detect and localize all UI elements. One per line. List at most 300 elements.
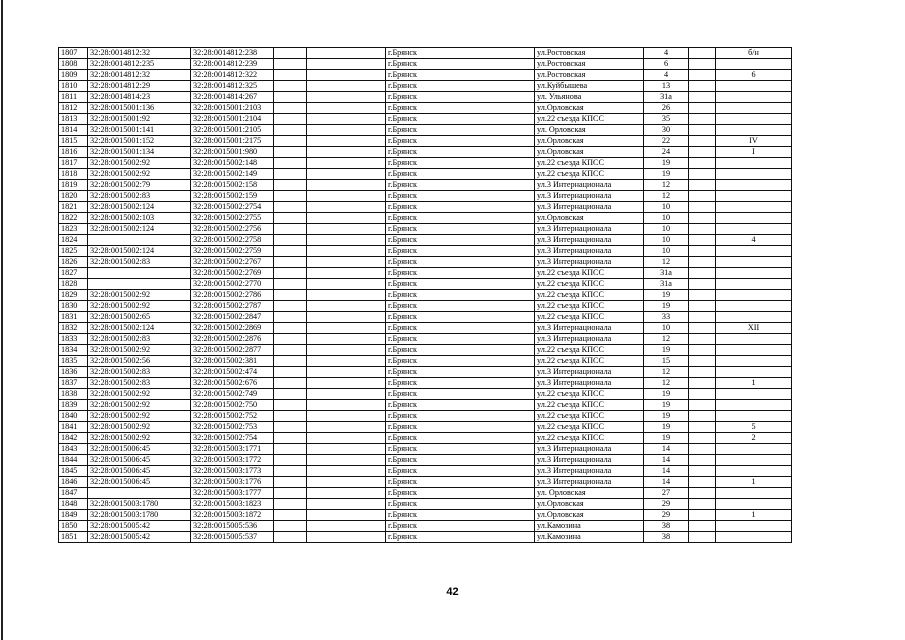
house-number-cell: 38 [644, 532, 689, 543]
building-cadastral-number-cell: 32:28:0015002:750 [191, 400, 274, 411]
house-number-cell: 19 [644, 422, 689, 433]
apartment-cell [716, 257, 792, 268]
table-row [59, 59, 792, 70]
row-number-cell: 1851 [59, 532, 88, 543]
empty-cell [307, 59, 386, 70]
empty-cell [274, 213, 307, 224]
row-number-cell: 1836 [59, 367, 88, 378]
building-cadastral-number-cell: 32:28:0015002:149 [191, 169, 274, 180]
building-corp-cell [689, 444, 716, 455]
table-row [59, 257, 792, 268]
city-cell: г.Брянск [386, 235, 535, 246]
row-number-cell: 1809 [59, 70, 88, 81]
street-cell: ул.3 Интернационала [535, 477, 644, 488]
table-row [59, 213, 792, 224]
empty-cell [274, 477, 307, 488]
house-number-cell: 12 [644, 180, 689, 191]
building-cadastral-number-cell: 32:28:0015002:2786 [191, 290, 274, 301]
building-cadastral-number-cell: 32:28:0015002:381 [191, 356, 274, 367]
city-cell: г.Брянск [386, 323, 535, 334]
empty-cell [274, 389, 307, 400]
empty-cell [274, 312, 307, 323]
empty-cell [274, 334, 307, 345]
house-number-cell: 19 [644, 158, 689, 169]
city-cell: г.Брянск [386, 125, 535, 136]
building-cadastral-number-cell: 32:28:0015005:536 [191, 521, 274, 532]
apartment-cell [716, 356, 792, 367]
street-cell: ул.3 Интернационала [535, 235, 644, 246]
land-cadastral-number-cell: 32:28:0015001:141 [88, 125, 191, 136]
empty-cell [274, 81, 307, 92]
row-number-cell: 1811 [59, 92, 88, 103]
house-number-cell: 35 [644, 114, 689, 125]
empty-cell [307, 510, 386, 521]
apartment-cell [716, 411, 792, 422]
house-number-cell: 19 [644, 400, 689, 411]
building-corp-cell [689, 114, 716, 125]
row-number-cell: 1808 [59, 59, 88, 70]
land-cadastral-number-cell: 32:28:0015006:45 [88, 455, 191, 466]
city-cell: г.Брянск [386, 444, 535, 455]
street-cell: ул.22 съезда КПСС [535, 356, 644, 367]
building-cadastral-number-cell: 32:28:0015002:676 [191, 378, 274, 389]
street-cell: ул. Ульянова [535, 92, 644, 103]
building-cadastral-number-cell: 32:28:0015002:752 [191, 411, 274, 422]
table-row [59, 224, 792, 235]
apartment-cell [716, 444, 792, 455]
empty-cell [274, 180, 307, 191]
apartment-cell: 1 [716, 477, 792, 488]
empty-cell [307, 92, 386, 103]
land-cadastral-number-cell [88, 235, 191, 246]
row-number-cell: 1832 [59, 323, 88, 334]
apartment-cell: 5 [716, 422, 792, 433]
land-cadastral-number-cell: 32:28:0015002:124 [88, 323, 191, 334]
empty-cell [274, 510, 307, 521]
apartment-cell [716, 246, 792, 257]
street-cell: ул.3 Интернационала [535, 180, 644, 191]
apartment-cell [716, 455, 792, 466]
empty-cell [274, 301, 307, 312]
house-number-cell: 30 [644, 125, 689, 136]
building-corp-cell [689, 235, 716, 246]
building-cadastral-number-cell: 32:28:0015003:1777 [191, 488, 274, 499]
empty-cell [274, 323, 307, 334]
street-cell: ул.Ростовская [535, 48, 644, 59]
empty-cell [274, 422, 307, 433]
house-number-cell: 19 [644, 389, 689, 400]
street-cell: ул.Орловская [535, 499, 644, 510]
empty-cell [307, 477, 386, 488]
building-corp-cell [689, 169, 716, 180]
table-row [59, 466, 792, 477]
apartment-cell [716, 180, 792, 191]
table-row [59, 246, 792, 257]
empty-cell [307, 125, 386, 136]
table-row [59, 158, 792, 169]
table-row [59, 367, 792, 378]
house-number-cell: 29 [644, 510, 689, 521]
land-cadastral-number-cell: 32:28:0014814:23 [88, 92, 191, 103]
house-number-cell: 12 [644, 334, 689, 345]
table-row [59, 312, 792, 323]
building-cadastral-number-cell: 32:28:0015003:1773 [191, 466, 274, 477]
building-cadastral-number-cell: 32:28:0015002:753 [191, 422, 274, 433]
empty-cell [274, 367, 307, 378]
house-number-cell: 12 [644, 191, 689, 202]
table-row [59, 444, 792, 455]
land-cadastral-number-cell: 32:28:0015002:103 [88, 213, 191, 224]
land-cadastral-number-cell: 32:28:0015002:92 [88, 422, 191, 433]
apartment-cell [716, 290, 792, 301]
building-corp-cell [689, 466, 716, 477]
building-cadastral-number-cell: 32:28:0015002:2787 [191, 301, 274, 312]
apartment-cell [716, 334, 792, 345]
empty-cell [274, 400, 307, 411]
city-cell: г.Брянск [386, 532, 535, 543]
house-number-cell: 19 [644, 301, 689, 312]
land-cadastral-number-cell: 32:28:0015002:92 [88, 290, 191, 301]
apartment-cell [716, 114, 792, 125]
empty-cell [307, 411, 386, 422]
empty-cell [307, 268, 386, 279]
row-number-cell: 1817 [59, 158, 88, 169]
land-cadastral-number-cell [88, 279, 191, 290]
house-number-cell: 22 [644, 136, 689, 147]
empty-cell [274, 59, 307, 70]
street-cell: ул.Орловская [535, 510, 644, 521]
building-cadastral-number-cell: 32:28:0015002:2847 [191, 312, 274, 323]
table-row [59, 356, 792, 367]
empty-cell [274, 466, 307, 477]
row-number-cell: 1843 [59, 444, 88, 455]
row-number-cell: 1835 [59, 356, 88, 367]
building-corp-cell [689, 510, 716, 521]
row-number-cell: 1821 [59, 202, 88, 213]
empty-cell [307, 378, 386, 389]
building-cadastral-number-cell: 32:28:0015003:1872 [191, 510, 274, 521]
building-corp-cell [689, 378, 716, 389]
building-cadastral-number-cell: 32:28:0014812:325 [191, 81, 274, 92]
row-number-cell: 1847 [59, 488, 88, 499]
row-number-cell: 1813 [59, 114, 88, 125]
building-cadastral-number-cell: 32:28:0015003:1776 [191, 477, 274, 488]
empty-cell [307, 136, 386, 147]
apartment-cell [716, 169, 792, 180]
street-cell: ул.Орловская [535, 213, 644, 224]
street-cell: ул.22 съезда КПСС [535, 158, 644, 169]
land-cadastral-number-cell: 32:28:0015001:92 [88, 114, 191, 125]
apartment-cell: 1 [716, 378, 792, 389]
city-cell: г.Брянск [386, 312, 535, 323]
street-cell: ул.22 съезда КПСС [535, 268, 644, 279]
apartment-cell: XII [716, 323, 792, 334]
house-number-cell: 26 [644, 103, 689, 114]
empty-cell [274, 235, 307, 246]
apartment-cell: I [716, 147, 792, 158]
empty-cell [307, 235, 386, 246]
building-cadastral-number-cell: 32:28:0015001:2104 [191, 114, 274, 125]
building-cadastral-number-cell: 32:28:0014814:267 [191, 92, 274, 103]
table-row [59, 136, 792, 147]
city-cell: г.Брянск [386, 367, 535, 378]
empty-cell [307, 103, 386, 114]
building-cadastral-number-cell: 32:28:0015002:2769 [191, 268, 274, 279]
house-number-cell: 10 [644, 246, 689, 257]
empty-cell [274, 202, 307, 213]
empty-cell [274, 224, 307, 235]
street-cell: ул.3 Интернационала [535, 466, 644, 477]
house-number-cell: 19 [644, 169, 689, 180]
building-corp-cell [689, 59, 716, 70]
street-cell: ул.3 Интернационала [535, 455, 644, 466]
table-row [59, 48, 792, 59]
land-cadastral-number-cell: 32:28:0015002:83 [88, 257, 191, 268]
empty-cell [274, 455, 307, 466]
row-number-cell: 1848 [59, 499, 88, 510]
apartment-cell [716, 202, 792, 213]
land-cadastral-number-cell: 32:28:0015002:83 [88, 191, 191, 202]
city-cell: г.Брянск [386, 389, 535, 400]
empty-cell [307, 81, 386, 92]
city-cell: г.Брянск [386, 477, 535, 488]
house-number-cell: 6 [644, 59, 689, 70]
empty-cell [274, 433, 307, 444]
row-number-cell: 1827 [59, 268, 88, 279]
apartment-cell [716, 389, 792, 400]
empty-cell [307, 202, 386, 213]
apartment-cell: б/н [716, 48, 792, 59]
row-number-cell: 1850 [59, 521, 88, 532]
city-cell: г.Брянск [386, 400, 535, 411]
building-cadastral-number-cell: 32:28:0015001:2175 [191, 136, 274, 147]
table-row [59, 411, 792, 422]
land-cadastral-number-cell: 32:28:0015002:92 [88, 158, 191, 169]
row-number-cell: 1810 [59, 81, 88, 92]
row-number-cell: 1820 [59, 191, 88, 202]
street-cell: ул.3 Интернационала [535, 323, 644, 334]
building-corp-cell [689, 257, 716, 268]
house-number-cell: 24 [644, 147, 689, 158]
building-corp-cell [689, 103, 716, 114]
empty-cell [274, 103, 307, 114]
land-cadastral-number-cell: 32:28:0015005:42 [88, 521, 191, 532]
empty-cell [307, 114, 386, 125]
empty-cell [307, 499, 386, 510]
street-cell: ул.Орловская [535, 103, 644, 114]
row-number-cell: 1826 [59, 257, 88, 268]
apartment-cell [716, 521, 792, 532]
apartment-cell [716, 158, 792, 169]
building-corp-cell [689, 455, 716, 466]
land-cadastral-number-cell: 32:28:0015001:136 [88, 103, 191, 114]
building-corp-cell [689, 125, 716, 136]
table-row [59, 400, 792, 411]
house-number-cell: 19 [644, 411, 689, 422]
land-cadastral-number-cell: 32:28:0015002:92 [88, 169, 191, 180]
city-cell: г.Брянск [386, 334, 535, 345]
empty-cell [307, 356, 386, 367]
table-row [59, 125, 792, 136]
city-cell: г.Брянск [386, 59, 535, 70]
street-cell: ул.3 Интернационала [535, 257, 644, 268]
building-corp-cell [689, 224, 716, 235]
row-number-cell: 1842 [59, 433, 88, 444]
city-cell: г.Брянск [386, 224, 535, 235]
table-row [59, 433, 792, 444]
apartment-cell [716, 81, 792, 92]
land-cadastral-number-cell: 32:28:0014812:235 [88, 59, 191, 70]
apartment-cell [716, 400, 792, 411]
house-number-cell: 29 [644, 499, 689, 510]
street-cell: ул.3 Интернационала [535, 224, 644, 235]
city-cell: г.Брянск [386, 345, 535, 356]
building-corp-cell [689, 323, 716, 334]
city-cell: г.Брянск [386, 70, 535, 81]
empty-cell [307, 213, 386, 224]
row-number-cell: 1819 [59, 180, 88, 191]
land-cadastral-number-cell: 32:28:0015002:92 [88, 345, 191, 356]
street-cell: ул.Ростовская [535, 70, 644, 81]
city-cell: г.Брянск [386, 169, 535, 180]
house-number-cell: 12 [644, 257, 689, 268]
land-cadastral-number-cell: 32:28:0015002:92 [88, 411, 191, 422]
city-cell: г.Брянск [386, 433, 535, 444]
apartment-cell [716, 312, 792, 323]
empty-cell [274, 48, 307, 59]
table-row [59, 290, 792, 301]
empty-cell [274, 290, 307, 301]
apartment-cell [716, 191, 792, 202]
land-cadastral-number-cell [88, 268, 191, 279]
row-number-cell: 1841 [59, 422, 88, 433]
street-cell: ул.22 съезда КПСС [535, 279, 644, 290]
empty-cell [307, 345, 386, 356]
apartment-cell [716, 92, 792, 103]
city-cell: г.Брянск [386, 257, 535, 268]
empty-cell [307, 389, 386, 400]
empty-cell [307, 48, 386, 59]
street-cell: ул.22 съезда КПСС [535, 389, 644, 400]
row-number-cell: 1818 [59, 169, 88, 180]
street-cell: ул.3 Интернационала [535, 246, 644, 257]
apartment-cell: 4 [716, 235, 792, 246]
apartment-cell [716, 125, 792, 136]
land-cadastral-number-cell: 32:28:0014812:32 [88, 48, 191, 59]
empty-cell [274, 257, 307, 268]
apartment-cell [716, 268, 792, 279]
apartment-cell [716, 466, 792, 477]
empty-cell [307, 521, 386, 532]
row-number-cell: 1834 [59, 345, 88, 356]
city-cell: г.Брянск [386, 488, 535, 499]
house-number-cell: 33 [644, 312, 689, 323]
street-cell: ул.Камозина [535, 532, 644, 543]
empty-cell [307, 158, 386, 169]
empty-cell [274, 345, 307, 356]
building-corp-cell [689, 279, 716, 290]
land-cadastral-number-cell: 32:28:0015002:124 [88, 246, 191, 257]
empty-cell [274, 378, 307, 389]
street-cell: ул.Куйбышева [535, 81, 644, 92]
street-cell: ул.3 Интернационала [535, 367, 644, 378]
empty-cell [307, 422, 386, 433]
building-corp-cell [689, 356, 716, 367]
land-cadastral-number-cell: 32:28:0014812:29 [88, 81, 191, 92]
empty-cell [307, 367, 386, 378]
row-number-cell: 1833 [59, 334, 88, 345]
city-cell: г.Брянск [386, 521, 535, 532]
property-registry-table [58, 47, 792, 543]
empty-cell [307, 532, 386, 543]
street-cell: ул.Ростовская [535, 59, 644, 70]
empty-cell [307, 169, 386, 180]
house-number-cell: 10 [644, 213, 689, 224]
apartment-cell [716, 499, 792, 510]
table-row [59, 334, 792, 345]
city-cell: г.Брянск [386, 422, 535, 433]
building-corp-cell [689, 92, 716, 103]
table-row [59, 389, 792, 400]
empty-cell [307, 279, 386, 290]
land-cadastral-number-cell: 32:28:0015003:1780 [88, 510, 191, 521]
building-corp-cell [689, 389, 716, 400]
building-corp-cell [689, 191, 716, 202]
land-cadastral-number-cell: 32:28:0015002:79 [88, 180, 191, 191]
left-margin-rule [1, 0, 3, 640]
street-cell: ул.3 Интернационала [535, 334, 644, 345]
house-number-cell: 27 [644, 488, 689, 499]
land-cadastral-number-cell: 32:28:0015002:65 [88, 312, 191, 323]
row-number-cell: 1830 [59, 301, 88, 312]
empty-cell [307, 455, 386, 466]
row-number-cell: 1823 [59, 224, 88, 235]
city-cell: г.Брянск [386, 356, 535, 367]
land-cadastral-number-cell: 32:28:0015002:124 [88, 224, 191, 235]
building-cadastral-number-cell: 32:28:0014812:238 [191, 48, 274, 59]
row-number-cell: 1824 [59, 235, 88, 246]
table-row [59, 169, 792, 180]
building-cadastral-number-cell: 32:28:0015002:2770 [191, 279, 274, 290]
empty-cell [274, 169, 307, 180]
street-cell: ул.Камозина [535, 521, 644, 532]
empty-cell [274, 147, 307, 158]
empty-cell [307, 433, 386, 444]
table-row [59, 92, 792, 103]
street-cell: ул.22 съезда КПСС [535, 301, 644, 312]
building-cadastral-number-cell: 32:28:0015002:2756 [191, 224, 274, 235]
house-number-cell: 38 [644, 521, 689, 532]
house-number-cell: 19 [644, 345, 689, 356]
table-row [59, 301, 792, 312]
table-row [59, 345, 792, 356]
building-corp-cell [689, 532, 716, 543]
land-cadastral-number-cell: 32:28:0015002:92 [88, 433, 191, 444]
city-cell: г.Брянск [386, 180, 535, 191]
city-cell: г.Брянск [386, 136, 535, 147]
table-row [59, 147, 792, 158]
apartment-cell [716, 103, 792, 114]
city-cell: г.Брянск [386, 301, 535, 312]
table-row [59, 268, 792, 279]
row-number-cell: 1825 [59, 246, 88, 257]
city-cell: г.Брянск [386, 158, 535, 169]
table-row [59, 488, 792, 499]
house-number-cell: 19 [644, 290, 689, 301]
table-row [59, 521, 792, 532]
empty-cell [274, 521, 307, 532]
street-cell: ул.22 съезда КПСС [535, 114, 644, 125]
